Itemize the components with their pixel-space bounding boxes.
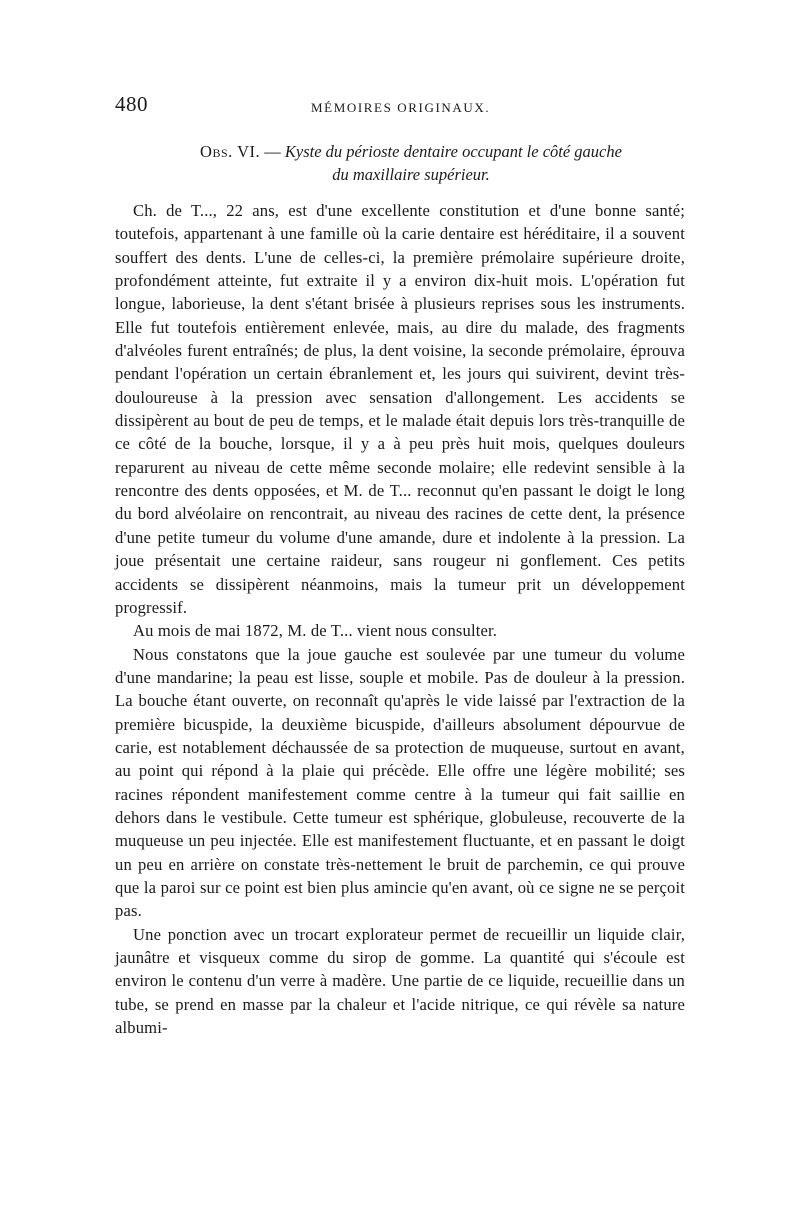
paragraph-2: Au mois de mai 1872, M. de T... vient nous consulter. [133,621,498,641]
running-title: MÉMOIRES ORIGINAUX. [311,100,491,115]
page-number: 480 [115,92,148,116]
paragraph-4: Une ponction avec un trocart explorateur permet de recueillir un liquide clair, jaunâtre et visqueux comme du sirop de gomme. La quantité qui s'écoule est environ le contenu d'un verre à madère. Une partie de ce liquide, recueillie dans un tube, se prend en masse par la chaleur et l'acide nitrique, ce qui révèle sa nature albumi- [115,924,685,1038]
observation-dash: — [260,142,285,161]
observation-heading [137,140,685,186]
book-page [115,92,685,1039]
observation-title-line2: du maxillaire supérieur. [332,165,490,184]
running-head [115,92,685,126]
body-text [115,199,685,1039]
paragraph-1: Ch. de T..., 22 ans, est d'une excellente constitution et d'une bonne santé; toutefois, appartenant à une famille où la carie dentaire est héréditaire, il a souvent souffert des dents. L'une de celles-ci, la première prémolaire supérieure droite, profondément atteinte, fut extraite il y a environ dix-huit mois. L'opération fut longue, laborieuse, la dent s'étant brisée à plusieurs reprises sous les instruments. Elle fut toutefois entièrement enlevée, mais, au dire du malade, des fragments d'alvéoles furent entraînés; de plus, la dent voisine, la seconde prémolaire, éprouva pendant l'opération un certain ébranlement et, les jours qui suivirent, devint très-douloureuse à la pression avec sensation d'allongement. Les accidents se dissipèrent au bout de peu de temps, et le malade était depuis lors très-tranquille de ce côté de la bouche, lorsque, il y a à peu près huit mois, quelques douleurs reparurent au niveau de cette même seconde molaire; elle redevint sensible à la rencontre des dents opposées, et M. de T... reconnut qu'en passant le doigt le long du bord alvéolaire on rencontrait, au niveau des racines de cette dent, la présence d'une petite tumeur du volume d'une amande, dure et indolente à la pression. La joue présentait une certaine raideur, sans rougeur ni gonflement. Ces petits accidents se dissipèrent néanmoins, mais la tumeur prit un développement progressif. [115,201,685,617]
paragraph-3: Nous constatons que la joue gauche est soulevée par une tumeur du volume d'une mandarine; la peau est lisse, souple et mobile. Pas de douleur à la pression. La bouche étant ouverte, on reconnaît qu'après le vide laissé par l'extraction de la première bicuspide, la deuxième bicuspide, d'ailleurs absolument dépourvue de carie, est notablement déchaussée de sa protection de muqueuse, surtout en avant, au point qui répond à la plaie qui précède. Elle offre une légère mobilité; ses racines répondent manifestement comme centre à la tumeur qui fait saillie en dehors dans le vestibule. Cette tumeur est sphérique, globuleuse, recouverte de la muqueuse un peu injectée. Elle est manifestement fluctuante, et en passant le doigt un peu en arrière on constate très-nettement le bruit de parchemin, ce qui prouve que la paroi sur ce point est bien plus amincie qu'en avant, où ce signe ne se perçoit pas. [115,644,685,921]
observation-label: Obs. VI. [200,142,261,161]
observation-title-line1: Kyste du périoste dentaire occupant le côté gauche [284,142,622,161]
